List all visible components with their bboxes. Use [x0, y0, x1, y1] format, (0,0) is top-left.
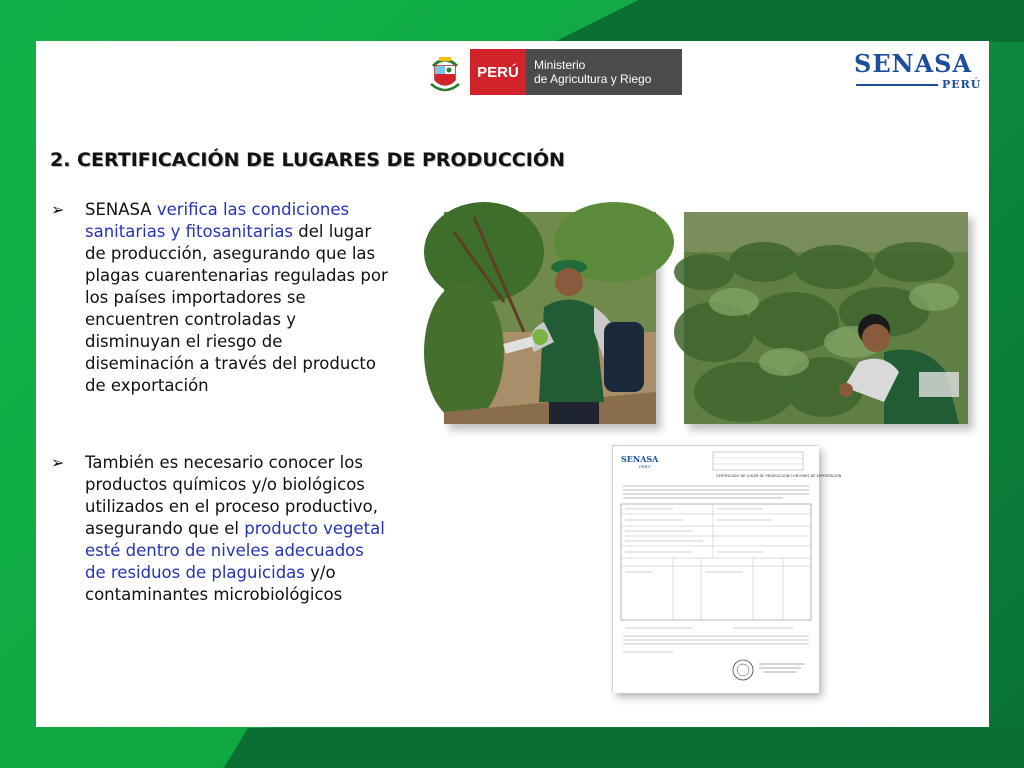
cert-logo-sub: PERÚ [639, 464, 651, 469]
senasa-logo-word: SENASA [854, 49, 973, 78]
photo-inspector-avocado [444, 212, 656, 424]
ministry-label [526, 49, 682, 95]
bullet-item-1 [49, 199, 389, 397]
bullet-arrow-icon: ➢ [51, 200, 65, 219]
slide-heading: 2. CERTIFICACIÓN DE LUGARES DE PRODUCCIÓN [50, 149, 565, 171]
bullet1-part-1: SENASA [85, 200, 157, 219]
bullet2-highlight: producto vegetal esté dentro de niveles adecuados de residuos de plaguicidas [85, 519, 385, 582]
senasa-logo [854, 51, 984, 95]
certificate-document-image [612, 445, 842, 692]
bullet2-part-1: También es necesario conocer los productos químicos y/o biológicos utilizados en el proceso productivo, asegurando que el [85, 453, 378, 538]
bullet1-part-3: del lugar de producción, asegurando que las plagas cuarentenarias reguladas por los países importadores se encuentren controladas y disminuyan el riesgo de diseminación a través del producto de exportación [85, 222, 388, 395]
ministry-line-1: Ministerio [534, 58, 586, 72]
senasa-logo-underline [856, 84, 938, 86]
bullet-item-2 [49, 452, 389, 606]
peru-label: PERÚ [470, 49, 526, 95]
peru-coat-of-arms-icon [427, 54, 463, 94]
ministry-line-2: de Agricultura y Riego [534, 72, 652, 86]
cert-title: CERTIFICADO DE LUGAR DE PRODUCCIÓN CON FINES DE EXPORTACIÓN [716, 474, 842, 478]
bullet-text-2 [85, 452, 389, 606]
photo-inspector-field [684, 212, 968, 424]
senasa-logo-sub: PERÚ [942, 78, 982, 91]
bullet1-highlight: verifica las condiciones sanitarias y fitosanitarias [85, 200, 350, 241]
cert-logo: SENASA [621, 454, 659, 464]
bullet-text-1 [85, 199, 389, 397]
bullet2-part-3: y/o contaminantes microbiológicos [85, 563, 343, 604]
bullet-arrow-icon: ➢ [51, 453, 65, 472]
background-dark-band-bottom [224, 728, 1024, 768]
slide-panel [36, 41, 989, 727]
